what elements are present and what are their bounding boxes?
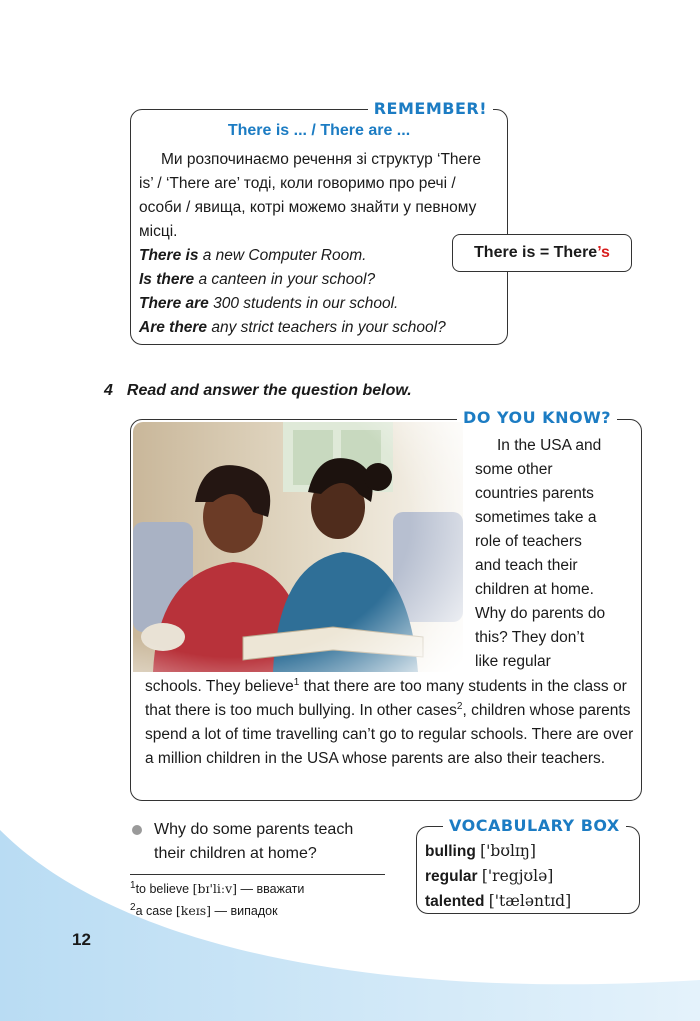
text-line: some other bbox=[475, 461, 553, 478]
footnotes bbox=[130, 878, 304, 922]
vocabulary-box bbox=[416, 816, 640, 914]
discussion-question bbox=[132, 818, 382, 866]
text-line: In the USA and bbox=[497, 437, 602, 454]
vocabulary-list bbox=[425, 839, 571, 914]
remember-body bbox=[139, 148, 499, 340]
text-line: countries parents bbox=[475, 485, 594, 502]
do-you-know-box bbox=[130, 408, 642, 801]
page-number: 12 bbox=[72, 930, 91, 949]
remember-subtitle: There is ... / There are ... bbox=[227, 122, 411, 139]
vocabulary-item: regular ['regjʊlə] bbox=[425, 867, 554, 885]
vocabulary-tag: VOCABULARY BOX bbox=[443, 816, 626, 835]
text-line: this? They don’t bbox=[475, 629, 585, 646]
remember-rule: Ми розпочинаємо речення зі структур ‘There is’ / ‘There are’ тоді, коли говоримо про речі / особи / явища, котрі можемо знайти у певному місці. bbox=[139, 151, 481, 240]
footnote-ref: 1 bbox=[293, 676, 300, 688]
remember-tag: REMEMBER! bbox=[368, 99, 493, 118]
task-heading bbox=[104, 382, 412, 400]
footnote-item: $^1$to believe [bɪ'liːv] — вважати bbox=[130, 879, 305, 896]
remember-box bbox=[130, 99, 508, 345]
example-sentence: Are there any strict teachers in your school? bbox=[139, 319, 446, 336]
task-instruction: Read and answer the question below. bbox=[126, 382, 412, 399]
task-number: 4 bbox=[104, 382, 113, 399]
do-you-know-text-bottom: schools. They believe$^1$ that there are too many students in the class or that there is too much bullying. In other cases$^2$, children whose parents spend a lot of time travelling can’t go to regular schools. There are over a million children in the USA whose parents are also their teachers. bbox=[145, 676, 634, 767]
example-sentence: There is a new Computer Room. bbox=[139, 247, 367, 264]
text-line: like regular bbox=[475, 653, 551, 670]
example-sentence: Is there a canteen in your school? bbox=[139, 271, 376, 288]
bullet-icon bbox=[132, 825, 142, 835]
text-line: children at home. bbox=[475, 581, 594, 598]
example-sentence: There are 300 students in our school. bbox=[139, 295, 399, 312]
vocabulary-item: talented ['tæləntɪd] bbox=[425, 892, 572, 910]
footnote-ref: 2 bbox=[456, 700, 463, 712]
contraction-note: There is = There’s bbox=[452, 234, 632, 272]
question-text: Why do some parents teach their children at home? bbox=[154, 821, 354, 862]
do-you-know-tag: DO YOU KNOW? bbox=[457, 408, 617, 427]
text-line: role of teachers bbox=[475, 533, 582, 550]
footnote-item: $^2$a case [keɪs] — випадок bbox=[130, 901, 278, 918]
mother-daughter-reading-photo bbox=[133, 422, 463, 672]
do-you-know-text-column bbox=[475, 434, 635, 674]
text-line: sometimes take a bbox=[475, 509, 597, 526]
text-line: and teach their bbox=[475, 557, 578, 574]
vocabulary-item: bulling ['bʊlɪŋ] bbox=[425, 842, 536, 860]
footnote-divider bbox=[130, 874, 385, 875]
text-line: Why do parents do bbox=[475, 605, 606, 622]
